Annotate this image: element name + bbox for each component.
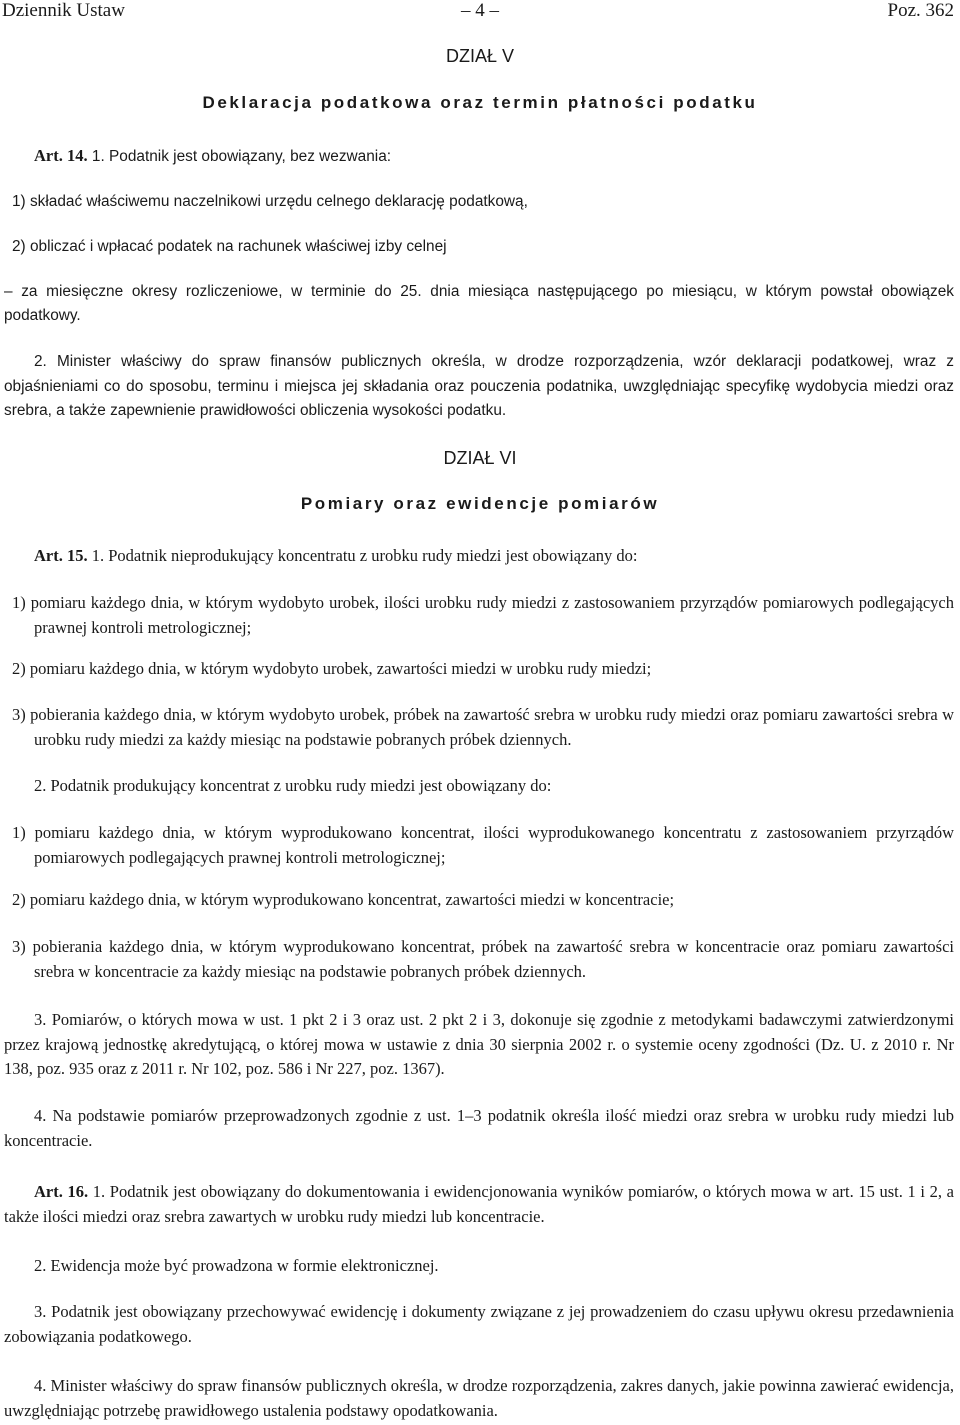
art15-para3: 3. Pomiarów, o których mowa w ust. 1 pkt 2 i 3 oraz ust. 2 pkt 2 i 3, dokonuje się zgodnie z metodykami badawczymi zatwierdzonymi przez krajową jednostkę akredytującą, o której mowa w ustawie z dnia 30 sierpnia 2002 r. o systemie oceny zgodności (Dz. U. z 2010 r. Nr 138, poz. 935 oraz z 2011 r. Nr 102, poz. 586 i Nr 227, poz. 1367). [4, 1010, 954, 1078]
art14-para2: 2. Minister właściwy do spraw finansów publicznych określa, w drodze rozporządzenia, wzór deklaracji podatkowej, wraz z objaśnieniami co do sposobu, terminu i miejsca jej składania oraz pouczenia podatnika, uwzględniając specyfikę wydobycia miedzi oraz srebra, a także zapewnienie prawidłowości obliczenia wysokości podatku. [4, 353, 954, 419]
art15-para4: 4. Na podstawie pomiarów przeprowadzonych zgodnie z ust. 1–3 podatnik określa ilość miedzi oraz srebra w urobku rudy miedzi lub koncentracie. [4, 1106, 954, 1150]
art16-label: Art. 16. [34, 1182, 89, 1201]
art15-p2-item2: 2) pomiaru każdego dnia, w którym wyprodukowano koncentrat, zawartości miedzi w koncentracie; [12, 890, 675, 909]
journal-name: Dziennik Ustaw [2, 0, 125, 21]
page-number: – 4 – [461, 0, 499, 21]
art15-p2-item3: 3) pobierania każdego dnia, w którym wyprodukowano koncentrat, próbek na zawartość srebra w koncentracie oraz pomiaru zawartości srebra w koncentracie za każdy miesiąc na podstawie pobranych próbek dziennych. [12, 937, 954, 981]
position-number: Poz. 362 [887, 0, 954, 21]
art16-para2: 2. Ewidencja może być prowadzona w formie elektronicznej. [34, 1256, 439, 1275]
art15-p1-item3: 3) pobierania każdego dnia, w którym wydobyto urobek, próbek na zawartość srebra w urobku rudy miedzi oraz pomiaru zawartości srebra w urobku rudy miedzi za każdy miesiąc na podstawie pobranych próbek dziennych. [12, 705, 954, 749]
art15-p1-item1: 1) pomiaru każdego dnia, w którym wydobyto urobek, ilości urobku rudy miedzi z zastosowaniem przyrządów pomiarowych podlegających prawnej kontroli metrologicznej; [12, 593, 954, 637]
art14-item1: 1) składać właściwemu naczelnikowi urzędu celnego deklarację podatkową, [12, 193, 528, 210]
section-5-subtitle: Deklaracja podatkowa oraz termin płatności podatku [202, 93, 758, 112]
art15-label: Art. 15. [34, 546, 88, 565]
art14-closing: – za miesięczne okresy rozliczeniowe, w terminie do 25. dnia miesiąca następującego po miesiącu, w którym powstał obowiązek podatkowy. [4, 283, 954, 324]
art15-p2-item1: 1) pomiaru każdego dnia, w którym wyprodukowano koncentrat, ilości wyprodukowanego koncentratu z zastosowaniem przyrządów pomiarowych podlegających prawnej kontroli metrologicznej; [12, 823, 954, 867]
section-5-title: DZIAŁ V [445, 46, 515, 66]
page-header [0, 0, 960, 24]
art16-para4: 4. Minister właściwy do spraw finansów publicznych określa, w drodze rozporządzenia, zakres danych, jakie powinna zawierać ewidencja, uwzględniając potrzebę prawidłowego ustalenia podstawy opodatkowania. [4, 1376, 954, 1420]
section-6-title: DZIAŁ VI [443, 448, 517, 468]
art14-label: Art. 14. [34, 146, 88, 165]
art15-para2-intro: 2. Podatnik produkujący koncentrat z urobku rudy miedzi jest obowiązany do: [34, 776, 552, 795]
art16-para1-text: 1. Podatnik jest obowiązany do dokumentowania i ewidencjonowania wyników pomiarów, o których mowa w art. 15 ust. 1 i 2, a także ilości miedzi oraz srebra zawartych w urobku rudy miedzi lub koncentracie. [4, 1182, 955, 1226]
art15-para1-intro [34, 544, 952, 567]
art14-para1-intro [34, 144, 952, 168]
art14-para1-text: 1. Podatnik jest obowiązany, bez wezwania: [87, 148, 392, 165]
art15-p1-item2: 2) pomiaru każdego dnia, w którym wydobyto urobek, zawartości miedzi w urobku rudy miedzi; [12, 659, 652, 678]
art15-para1-text: 1. Podatnik nieprodukujący koncentratu z urobku rudy miedzi jest obowiązany do: [87, 546, 638, 565]
art14-item2: 2) obliczać i wpłacać podatek na rachunek właściwej izby celnej [12, 238, 447, 255]
section-6-subtitle: Pomiary oraz ewidencje pomiarów [300, 494, 660, 513]
art16-para3: 3. Podatnik jest obowiązany przechowywać ewidencję i dokumenty związane z jej prowadzeniem do czasu upływu okresu przedawnienia zobowiązania podatkowego. [4, 1302, 954, 1346]
art16-para1 [4, 1180, 954, 1229]
